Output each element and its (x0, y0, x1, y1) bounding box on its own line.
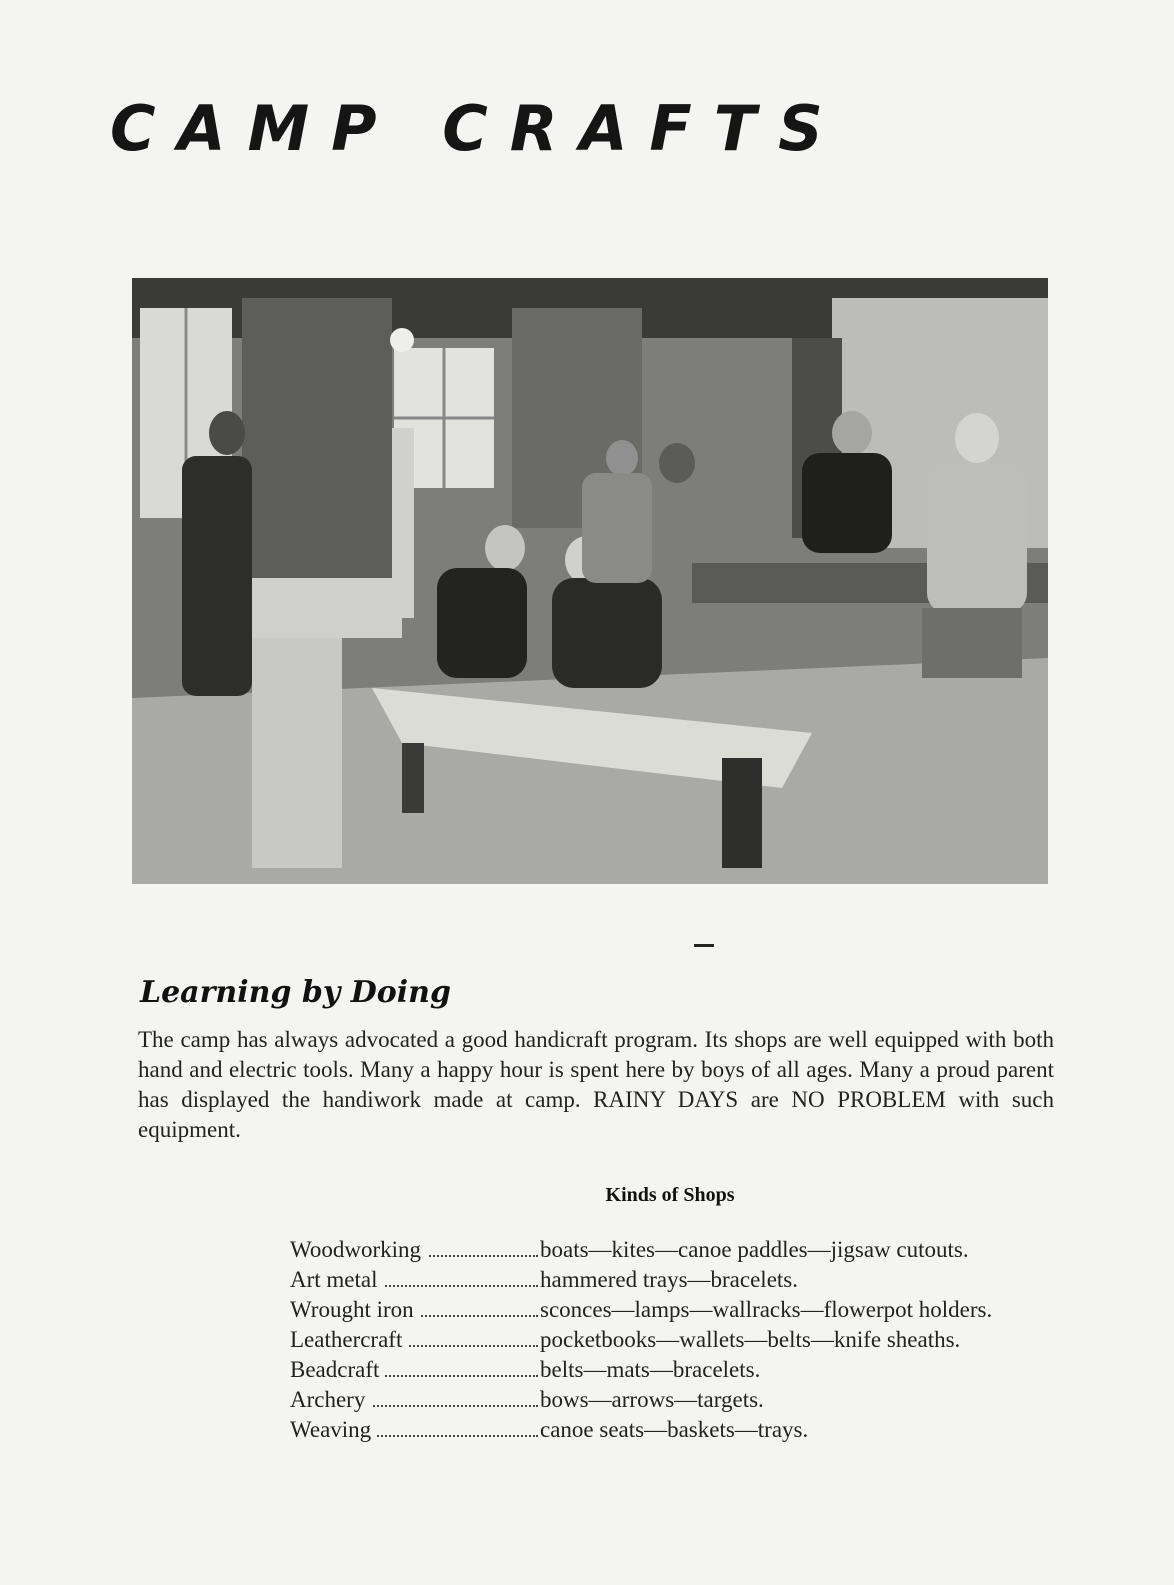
shop-row (290, 1415, 992, 1445)
shop-row (290, 1265, 992, 1295)
intro-paragraph: The camp has always advocated a good handicraft program. Its shops are well equipped with both hand and electric tools. Many a happy hour is spent here by boys of all ages. Many a proud parent has displayed the handiwork made at camp. RAINY DAYS are NO PROBLEM with such equipment. (138, 1027, 1054, 1142)
workshop-photo (132, 278, 1048, 884)
shop-name: Art metal (290, 1265, 540, 1295)
shop-name: Archery (290, 1385, 540, 1415)
shop-items: hammered trays—bracelets. (540, 1267, 798, 1292)
shop-name: Woodworking (290, 1235, 540, 1265)
decorative-dash (694, 944, 714, 947)
page-title: CAMP CRAFTS (110, 92, 845, 165)
shops-heading: Kinds of Shops (605, 1184, 735, 1206)
shop-items: canoe seats—baskets—trays. (540, 1417, 809, 1442)
shop-items: pocketbooks—wallets—belts—knife sheaths. (540, 1327, 961, 1352)
shop-row (290, 1325, 992, 1355)
shop-items: boats—kites—canoe paddles—jigsaw cutouts. (540, 1237, 969, 1262)
shop-row (290, 1355, 992, 1385)
shop-row (290, 1295, 992, 1325)
shop-name: Beadcraft (290, 1355, 540, 1385)
shop-name: Leathercraft (290, 1325, 540, 1355)
shop-row (290, 1235, 992, 1265)
shop-name: Weaving (290, 1415, 540, 1445)
shop-row (290, 1385, 992, 1415)
section-heading: Learning by Doing (140, 975, 451, 1010)
shop-items: sconces—lamps—wallracks—flowerpot holders. (540, 1297, 993, 1322)
workshop-photo-illustration (132, 278, 1048, 884)
shop-items: belts—mats—bracelets. (540, 1357, 761, 1382)
shop-name: Wrought iron (290, 1295, 540, 1325)
shop-items: bows—arrows—targets. (540, 1387, 764, 1412)
shops-list (290, 1235, 992, 1445)
